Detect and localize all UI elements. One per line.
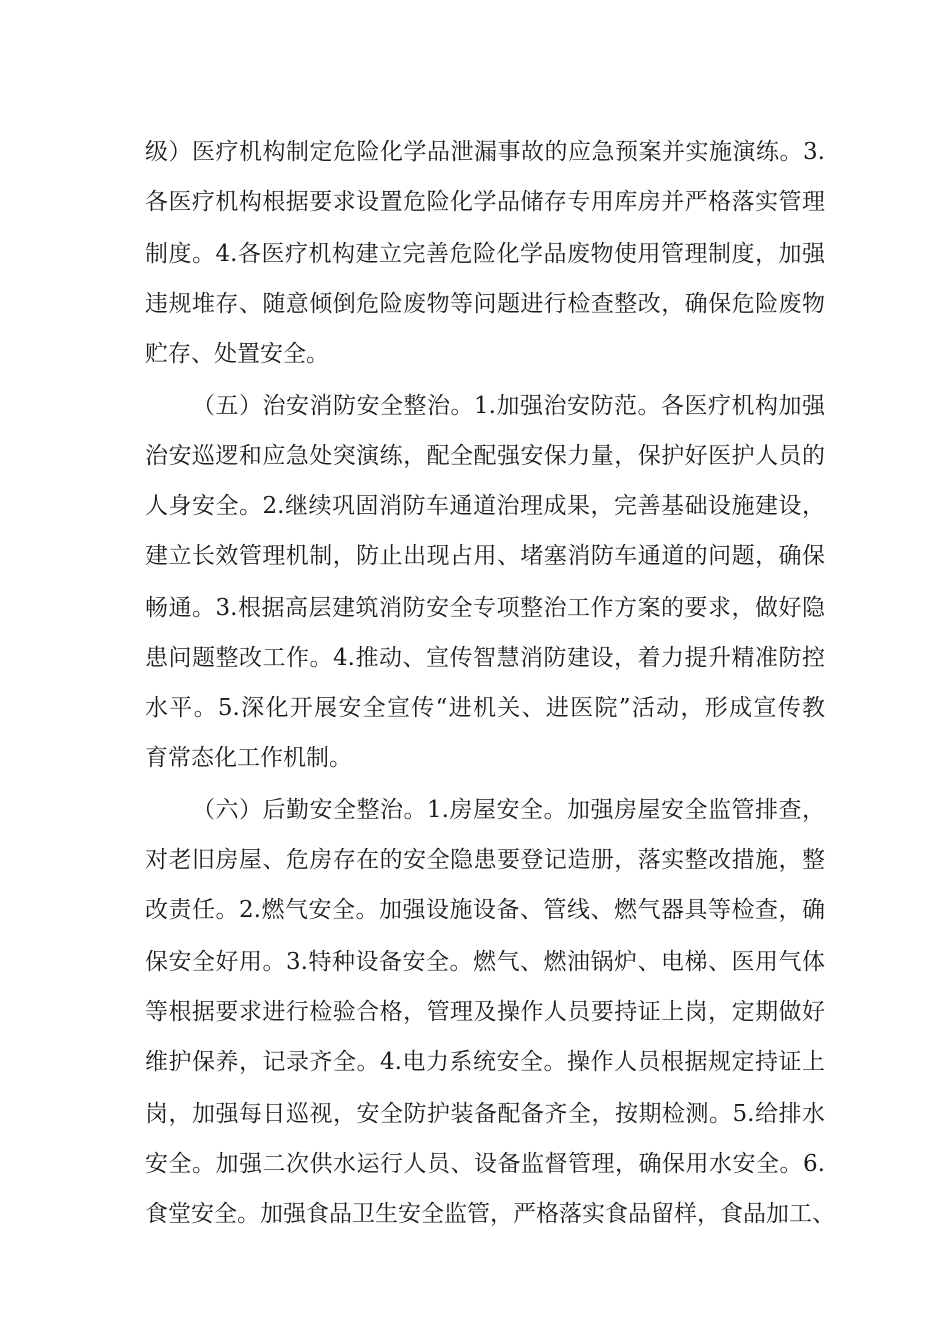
text-line: 对老旧房屋、危房存在的安全隐患要登记造册，落实整改措施，整 xyxy=(145,847,825,873)
text-line: 治安巡逻和应急处突演练，配全配强安保力量，保护好医护人员的 xyxy=(145,443,825,469)
text-line: 安全。加强二次供水运行人员、设备监督管理，确保用水安全。6. xyxy=(145,1151,825,1177)
text-line: 岗，加强每日巡视，安全防护装备配备齐全，按期检测。5.给排水 xyxy=(145,1101,825,1127)
text-line: 改责任。2.燃气安全。加强设施设备、管线、燃气器具等检查，确 xyxy=(145,897,825,923)
text-line: 等根据要求进行检验合格，管理及操作人员要持证上岗，定期做好 xyxy=(145,999,825,1025)
text-line: 各医疗机构根据要求设置危险化学品储存专用库房并严格落实管理 xyxy=(145,189,825,215)
text-line: 维护保养，记录齐全。4.电力系统安全。操作人员根据规定持证上 xyxy=(145,1049,825,1075)
text-line: 水平。5.深化开展安全宣传“进机关、进医院”活动，形成宣传教 xyxy=(145,695,825,721)
text-line: 保安全好用。3.特种设备安全。燃气、燃油锅炉、电梯、医用气体 xyxy=(145,949,825,975)
section-heading-line: （六）后勤安全整治。1.房屋安全。加强房屋安全监管排查， xyxy=(192,797,825,823)
text-line: 食堂安全。加强食品卫生安全监管，严格落实食品留样，食品加工、 xyxy=(145,1201,835,1227)
text-line: 违规堆存、随意倾倒危险废物等问题进行检查整改，确保危险废物 xyxy=(145,291,825,317)
text-line: 制度。4.各医疗机构建立完善危险化学品废物使用管理制度，加强 xyxy=(145,241,825,267)
section-heading-line: （五）治安消防安全整治。1.加强治安防范。各医疗机构加强 xyxy=(192,393,825,419)
text-line: 患问题整改工作。4.推动、宣传智慧消防建设，着力提升精准防控 xyxy=(145,645,825,671)
text-line: 育常态化工作机制。 xyxy=(145,745,352,771)
text-line: 畅通。3.根据高层建筑消防安全专项整治工作方案的要求，做好隐 xyxy=(145,595,825,621)
text-line: 贮存、处置安全。 xyxy=(145,341,329,367)
text-line: 级）医疗机构制定危险化学品泄漏事故的应急预案并实施演练。3. xyxy=(145,139,825,165)
text-line: 人身安全。2.继续巩固消防车通道治理成果，完善基础设施建设， xyxy=(145,493,825,519)
text-line: 建立长效管理机制，防止出现占用、堵塞消防车通道的问题，确保 xyxy=(145,543,825,569)
